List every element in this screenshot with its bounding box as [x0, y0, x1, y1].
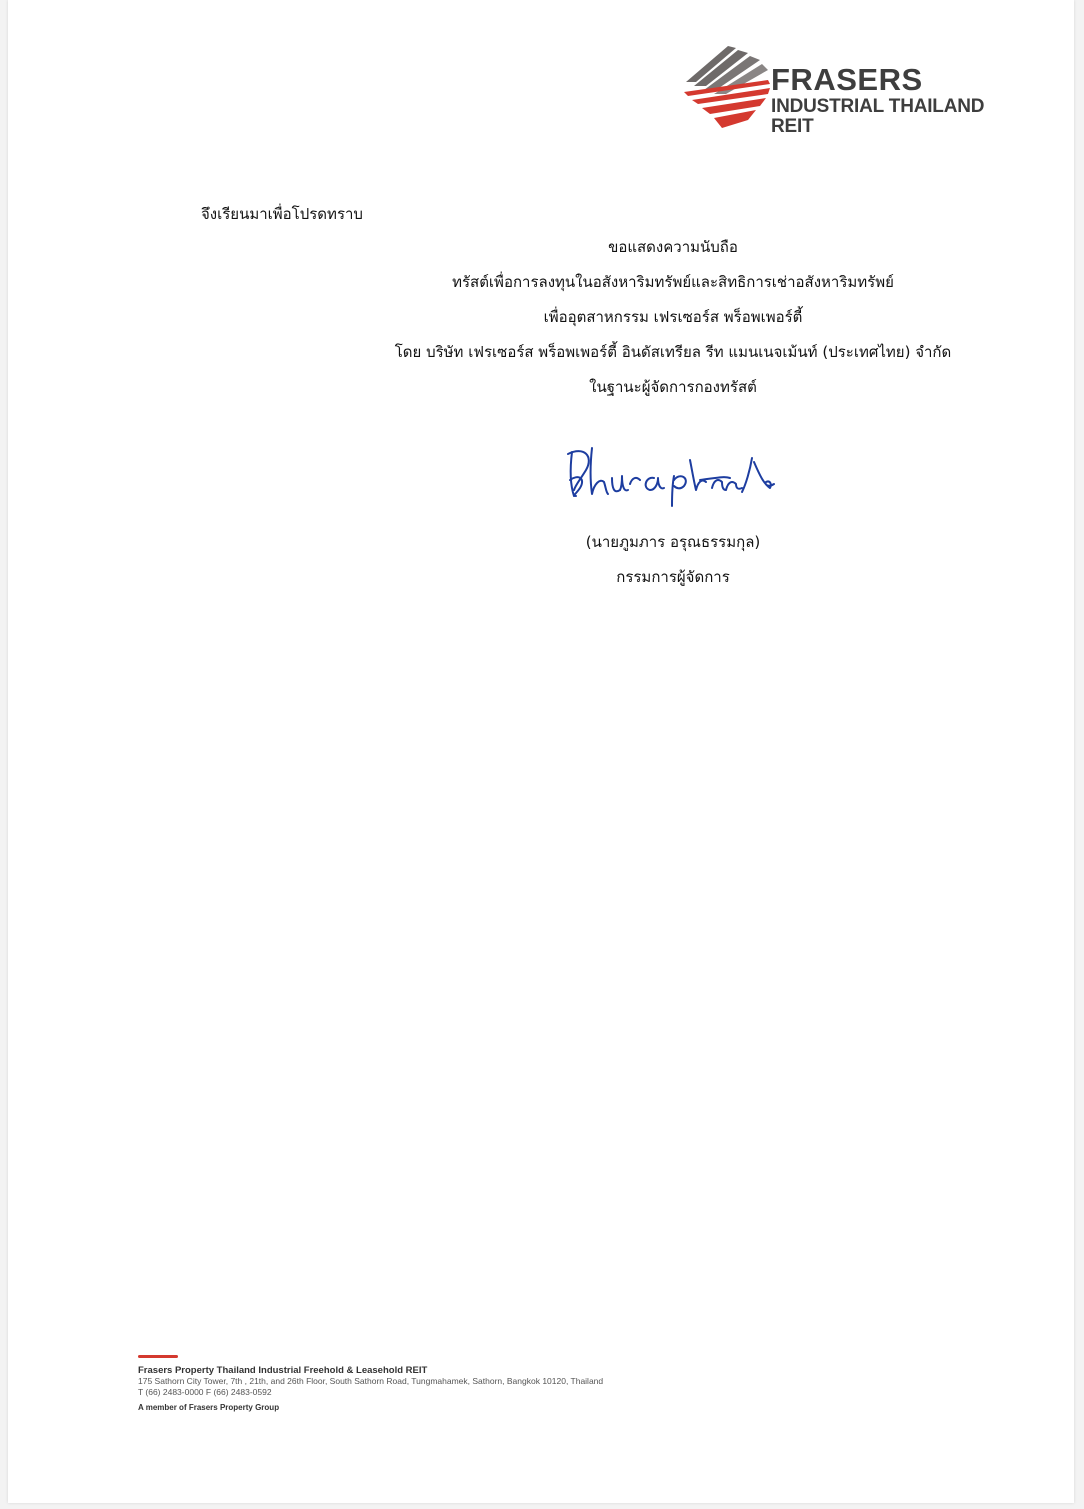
regards-line: ในฐานะผู้จัดการกองทรัสต์	[589, 378, 757, 396]
signer-name: (นายภูมภาร อรุณธรรมกุล)	[585, 533, 761, 551]
logo-wordmark	[771, 64, 984, 136]
document-page	[8, 0, 1074, 1503]
footer-phone: T (66) 2483-0000 F (66) 2483-0592	[138, 1387, 272, 1397]
regards-line: โดย บริษัท เฟรเซอร์ส พร็อพเพอร์ตี้ อินดัสเทรียล รีท แมนเนจเม้นท์ (ประเทศไทย) จำกัด	[394, 343, 952, 361]
footer-address: 175 Sathorn City Tower, 7th , 21th, and 26th Floor, South Sathorn Road, Tungmahamek, Sathorn, Bangkok 10120, Thailand	[138, 1376, 604, 1386]
logo-line-frasers: FRASERS	[771, 62, 923, 97]
frasers-logo	[676, 42, 1016, 142]
logo-line-reit: REIT	[771, 116, 814, 137]
frasers-logo-mark-icon	[676, 42, 774, 138]
closing-line: จึงเรียนมาเพื่อโปรดทราบ	[201, 205, 363, 223]
footer-accent-rule	[138, 1355, 178, 1358]
footer-member-note: A member of Frasers Property Group	[138, 1403, 280, 1412]
regards-line: ขอแสดงความนับถือ	[608, 238, 738, 256]
footer-company-name: Frasers Property Thailand Industrial Freehold & Leasehold REIT	[138, 1365, 428, 1376]
letterhead-footer	[138, 1355, 898, 1412]
logo-line-industrial: INDUSTRIAL THAILAND	[771, 96, 985, 117]
regards-block	[303, 235, 1043, 410]
signer-title: กรรมการผู้จัดการ	[616, 568, 730, 586]
handwritten-signature	[564, 440, 794, 510]
regards-line: ทรัสต์เพื่อการลงทุนในอสังหาริมทรัพย์และสิทธิการเช่าอสังหาริมทรัพย์	[452, 273, 894, 291]
signer-block	[303, 530, 1043, 600]
regards-line: เพื่ออุตสาหกรรม เฟรเซอร์ส พร็อพเพอร์ตี้	[543, 308, 803, 326]
